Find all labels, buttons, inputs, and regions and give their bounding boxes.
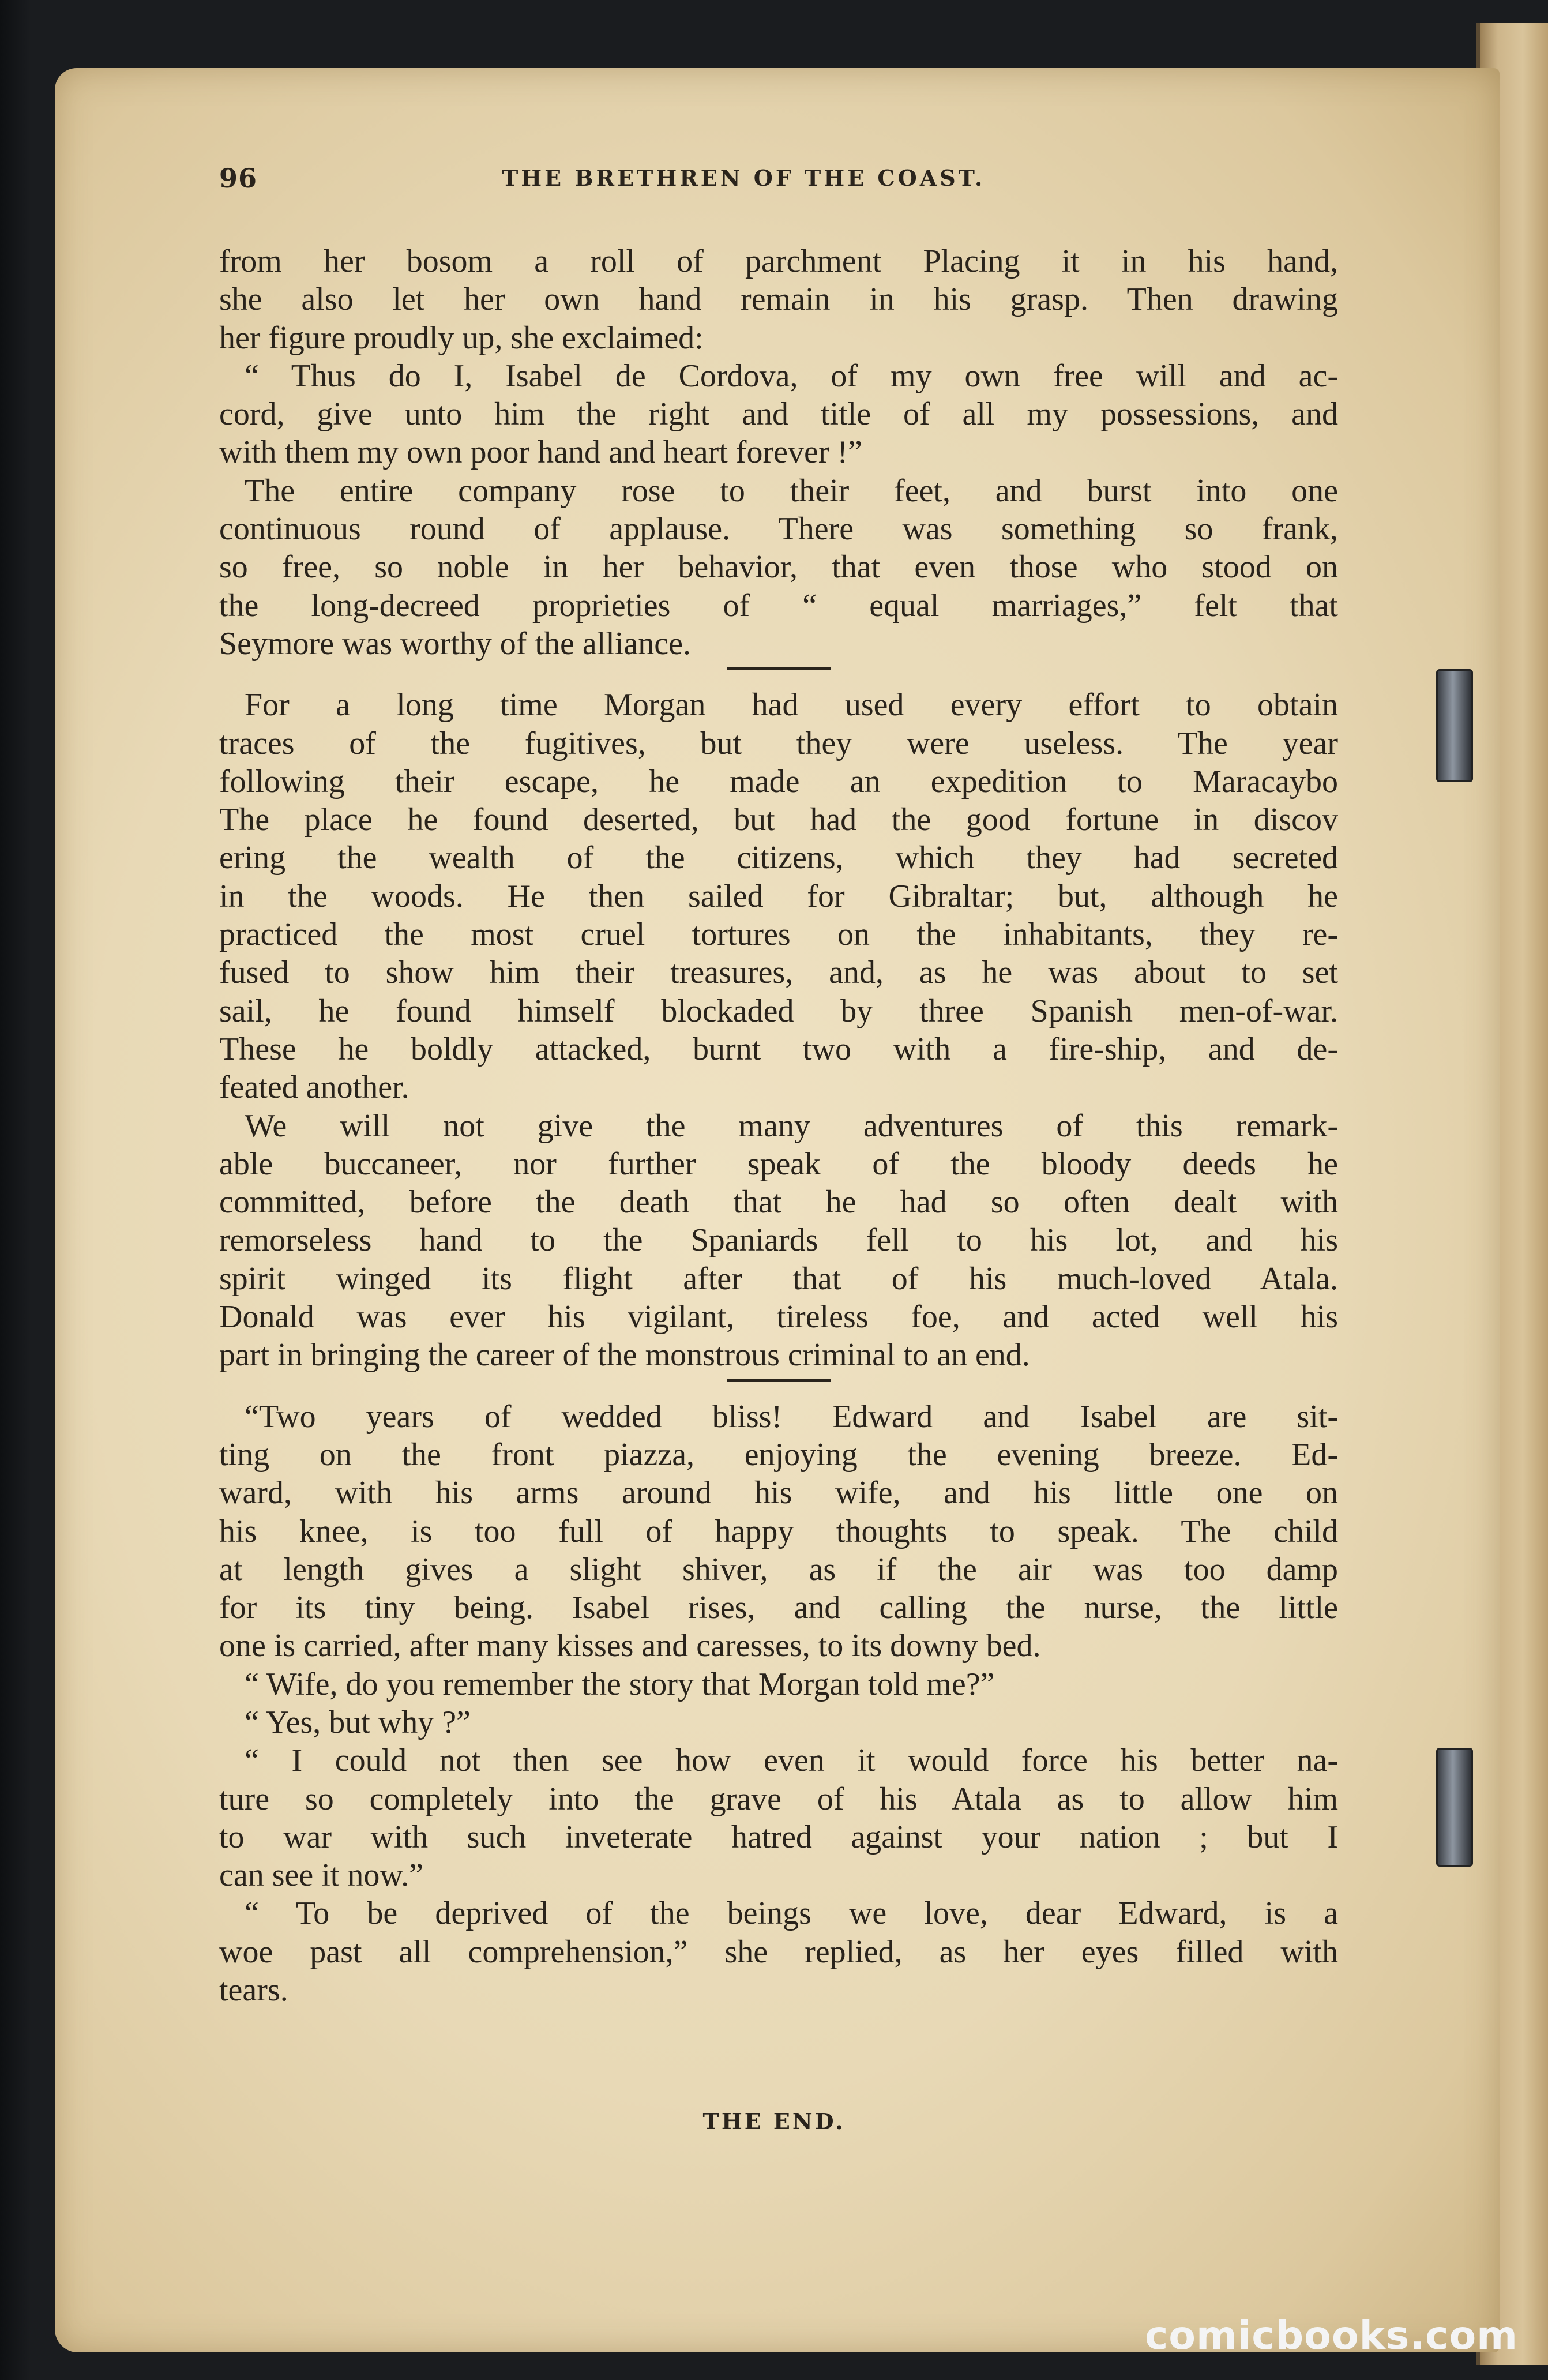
text-line: part in bringing the career of the monstrous criminal to an end. — [219, 1337, 1030, 1373]
text-line: “ Yes, but why ?” — [245, 1704, 471, 1740]
text-line: continuous round of applause. There was something so frank, — [219, 511, 1338, 547]
text-line: from her bosom a roll of parchment Placing it in his hand, — [219, 243, 1338, 279]
text-line: fused to show him their treasures, and, as he was about to set — [219, 955, 1338, 991]
text-line: committed, before the death that he had so often dealt with — [219, 1184, 1338, 1221]
text-line: ward, with his arms around his wife, and his little one on — [219, 1475, 1338, 1511]
text-line: The entire company rose to their feet, and burst into one — [245, 472, 1338, 509]
text-line: “ Thus do I, Isabel de Cordova, of my own free will and ac- — [245, 358, 1338, 394]
text-line: ering the wealth of the citizens, which they had secreted — [219, 840, 1338, 876]
text-line: for its tiny being. Isabel rises, and calling the nurse, the little — [219, 1590, 1338, 1626]
text-line: cord, give unto him the right and title of all my possessions, and — [219, 396, 1338, 433]
text-line: ture so completely into the grave of his Atala as to allow him — [219, 1781, 1338, 1817]
text-line: spirit winged its flight after that of his much-loved Atala. — [219, 1260, 1338, 1297]
text-line: can see it now.” — [219, 1857, 423, 1894]
text-line: tears. — [219, 1972, 288, 2009]
running-head: THE BRETHREN OF THE COAST. — [502, 165, 986, 191]
text-line: “Two years of wedded bliss! Edward and Isabel are sit- — [245, 1398, 1338, 1435]
text-line: For a long time Morgan had used every effort to obtain — [245, 687, 1338, 723]
text-line: remorseless hand to the Spaniards fell to his lot, and his — [219, 1222, 1338, 1259]
text-line: one is carried, after many kisses and caresses, to its downy bed. — [219, 1628, 1041, 1664]
text-line: his knee, is too full of happy thoughts to speak. The child — [219, 1513, 1338, 1549]
text-line: “ Wife, do you remember the story that Morgan told me?” — [245, 1666, 995, 1702]
section-break — [219, 1375, 1338, 1398]
text-line: sail, he found himself blockaded by three Spanish men-of-war. — [219, 993, 1338, 1029]
text-line: with them my own poor hand and heart forever !” — [219, 434, 862, 471]
text-line: “ I could not then see how even it would force his better na- — [245, 1743, 1338, 1779]
text-line: Donald was ever his vigilant, tireless foe, and acted well his — [219, 1299, 1338, 1335]
page-header — [219, 163, 1350, 215]
text-line: The place he found deserted, but had the good fortune in discov — [219, 802, 1338, 838]
text-line: traces of the fugitives, but they were useless. The year — [219, 725, 1338, 761]
text-line: woe past all comprehension,” she replied, as her eyes filled with — [219, 1934, 1338, 1970]
text-line: able buccaneer, nor further speak of the bloody deeds he — [219, 1146, 1338, 1182]
text-line: to war with such inveterate hatred against your nation ; but I — [219, 1819, 1338, 1855]
text-line: Seymore was worthy of the alliance. — [219, 625, 691, 662]
text-line: “ To be deprived of the beings we love, dear Edward, is a — [245, 1895, 1338, 1932]
text-line: the long-decreed proprieties of “ equal marriages,” felt that — [219, 587, 1338, 624]
text-line: practiced the most cruel tortures on the inhabitants, they re- — [219, 917, 1338, 953]
text-line: feated another. — [219, 1069, 409, 1106]
watermark-logo: comicbooks.com — [1145, 2313, 1519, 2359]
text-line: in the woods. He then sailed for Gibraltar; but, although he — [219, 878, 1338, 914]
the-end-label: THE END. — [702, 2108, 846, 2134]
text-line: We will not give the many adventures of this remark- — [245, 1108, 1338, 1144]
text-line: she also let her own hand remain in his grasp. Then drawing — [219, 281, 1338, 318]
section-rule — [727, 1379, 831, 1382]
page-number: 96 — [219, 163, 258, 194]
text-line: so free, so noble in her behavior, that even those who stood on — [219, 549, 1338, 585]
section-break — [219, 663, 1338, 686]
section-rule — [727, 667, 831, 670]
body-text — [219, 242, 1338, 2009]
text-line: at length gives a slight shiver, as if the air was too damp — [219, 1551, 1338, 1587]
text-line: following their escape, he made an expedition to Maracaybo — [219, 763, 1338, 799]
binding-staple — [1436, 1748, 1473, 1867]
text-line: her figure proudly up, she exclaimed: — [219, 320, 704, 356]
text-line: These he boldly attacked, burnt two with a fire-ship, and de- — [219, 1031, 1338, 1067]
text-line: ting on the front piazza, enjoying the evening breeze. Ed- — [219, 1436, 1338, 1473]
binding-staple — [1436, 669, 1473, 782]
